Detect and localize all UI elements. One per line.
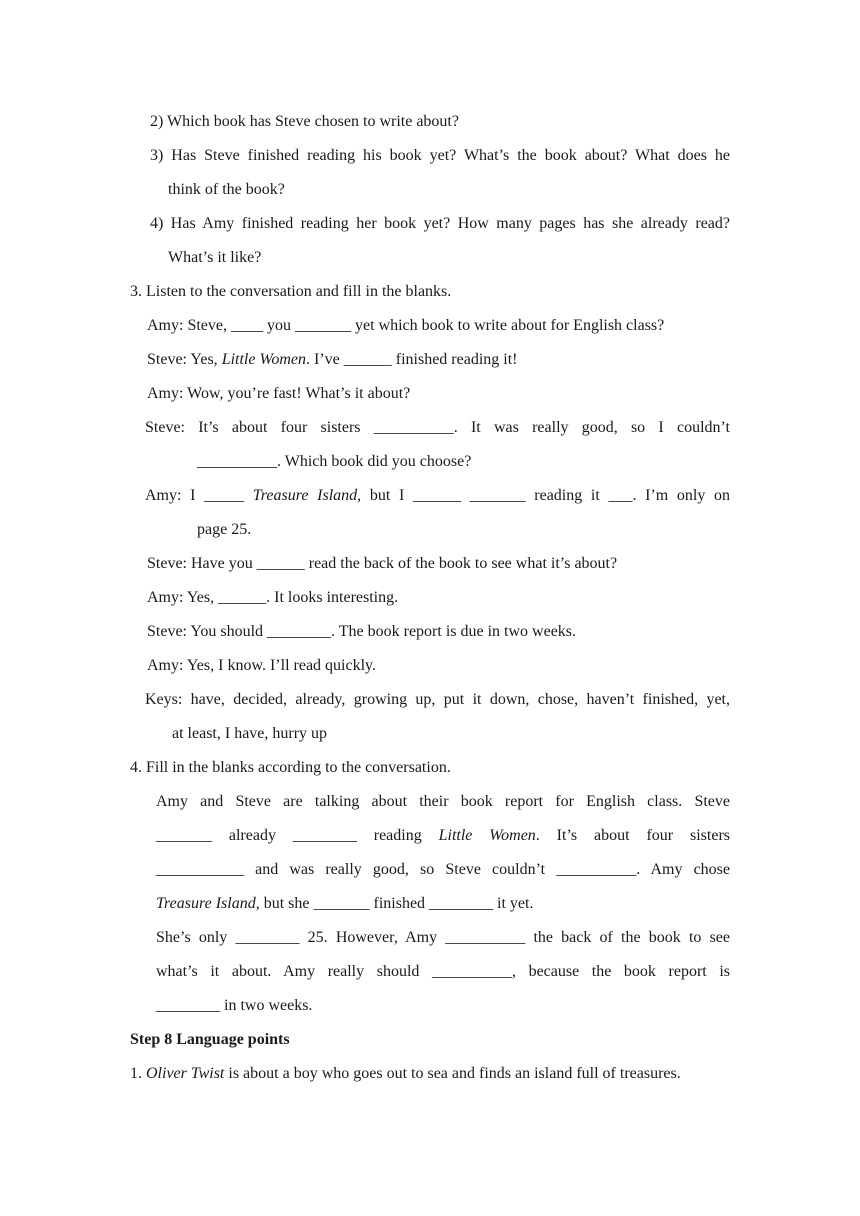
dialogue-text: Steve: Yes,	[147, 351, 222, 368]
paragraph-text: _______ already ________ reading	[156, 827, 439, 844]
paragraph-line-5: She’s only ________ 25. However, Amy __________ the back of the book to see	[156, 929, 730, 946]
book-title: Treasure Island	[252, 487, 358, 504]
keys-line-1: Keys: have, decided, already, growing up, put it down, chose, haven’t finished, yet,	[145, 691, 730, 708]
paragraph-line-1: Amy and Steve are talking about their book report for English class. Steve	[156, 793, 730, 810]
dialogue-line-4: Steve: It’s about four sisters __________. It was really good, so I couldn’t	[145, 419, 730, 436]
dialogue-line-5	[145, 486, 730, 506]
dialogue-text: Amy: I _____	[145, 487, 253, 504]
dialogue-line-7: Amy: Yes, ______. It looks interesting.	[147, 589, 399, 606]
language-point-text: is about a boy who goes out to sea and finds an island full of treasures.	[224, 1065, 681, 1082]
paragraph-line-7: ________ in two weeks.	[156, 997, 313, 1014]
dialogue-line-5-cont: page 25.	[197, 521, 252, 538]
book-title: Treasure Island,	[156, 895, 260, 912]
dialogue-text: . I’ve ______ finished reading it!	[305, 351, 518, 368]
dialogue-line-2	[147, 350, 517, 370]
section-3-heading: 3. Listen to the conversation and fill in the blanks.	[130, 283, 452, 300]
paragraph-line-4	[156, 894, 533, 914]
question-4-line-2: What’s it like?	[168, 249, 262, 266]
dialogue-line-1: Amy: Steve, ____ you _______ yet which book to write about for English class?	[147, 317, 665, 334]
paragraph-line-3: ___________ and was really good, so Steve couldn’t __________. Amy chose	[156, 861, 730, 878]
paragraph-line-2	[156, 826, 730, 846]
paragraph-line-6: what’s it about. Amy really should __________, because the book report is	[156, 963, 730, 980]
dialogue-line-8: Steve: You should ________. The book report is due in two weeks.	[147, 623, 577, 640]
step-8-heading: Step 8 Language points	[130, 1031, 290, 1048]
paragraph-text: . It’s about four sisters	[535, 827, 730, 844]
dialogue-text: , but I ______ _______ reading it ___. I’m only on	[357, 487, 731, 504]
dialogue-line-4-cont: __________. Which book did you choose?	[197, 453, 472, 470]
dialogue-line-6: Steve: Have you ______ read the back of the book to see what it’s about?	[147, 555, 618, 572]
book-title: Little Women	[438, 827, 536, 844]
dialogue-line-3: Amy: Wow, you’re fast! What’s it about?	[147, 385, 411, 402]
keys-line-2: at least, I have, hurry up	[172, 725, 328, 742]
book-title: Oliver Twist	[146, 1065, 225, 1082]
language-point-1	[130, 1064, 681, 1084]
dialogue-line-9: Amy: Yes, I know. I’ll read quickly.	[147, 657, 377, 674]
question-3-line-1: 3) Has Steve finished reading his book yet? What’s the book about? What does he	[150, 147, 730, 164]
paragraph-text: but she _______ finished ________ it yet.	[259, 895, 534, 912]
question-3-line-2: think of the book?	[168, 181, 285, 198]
section-4-heading: 4. Fill in the blanks according to the conversation.	[130, 759, 451, 776]
book-title: Little Women	[221, 351, 306, 368]
item-number: 1.	[130, 1065, 146, 1082]
question-2: 2) Which book has Steve chosen to write about?	[150, 113, 459, 130]
question-4-line-1: 4) Has Amy finished reading her book yet? How many pages has she already read?	[150, 215, 730, 232]
